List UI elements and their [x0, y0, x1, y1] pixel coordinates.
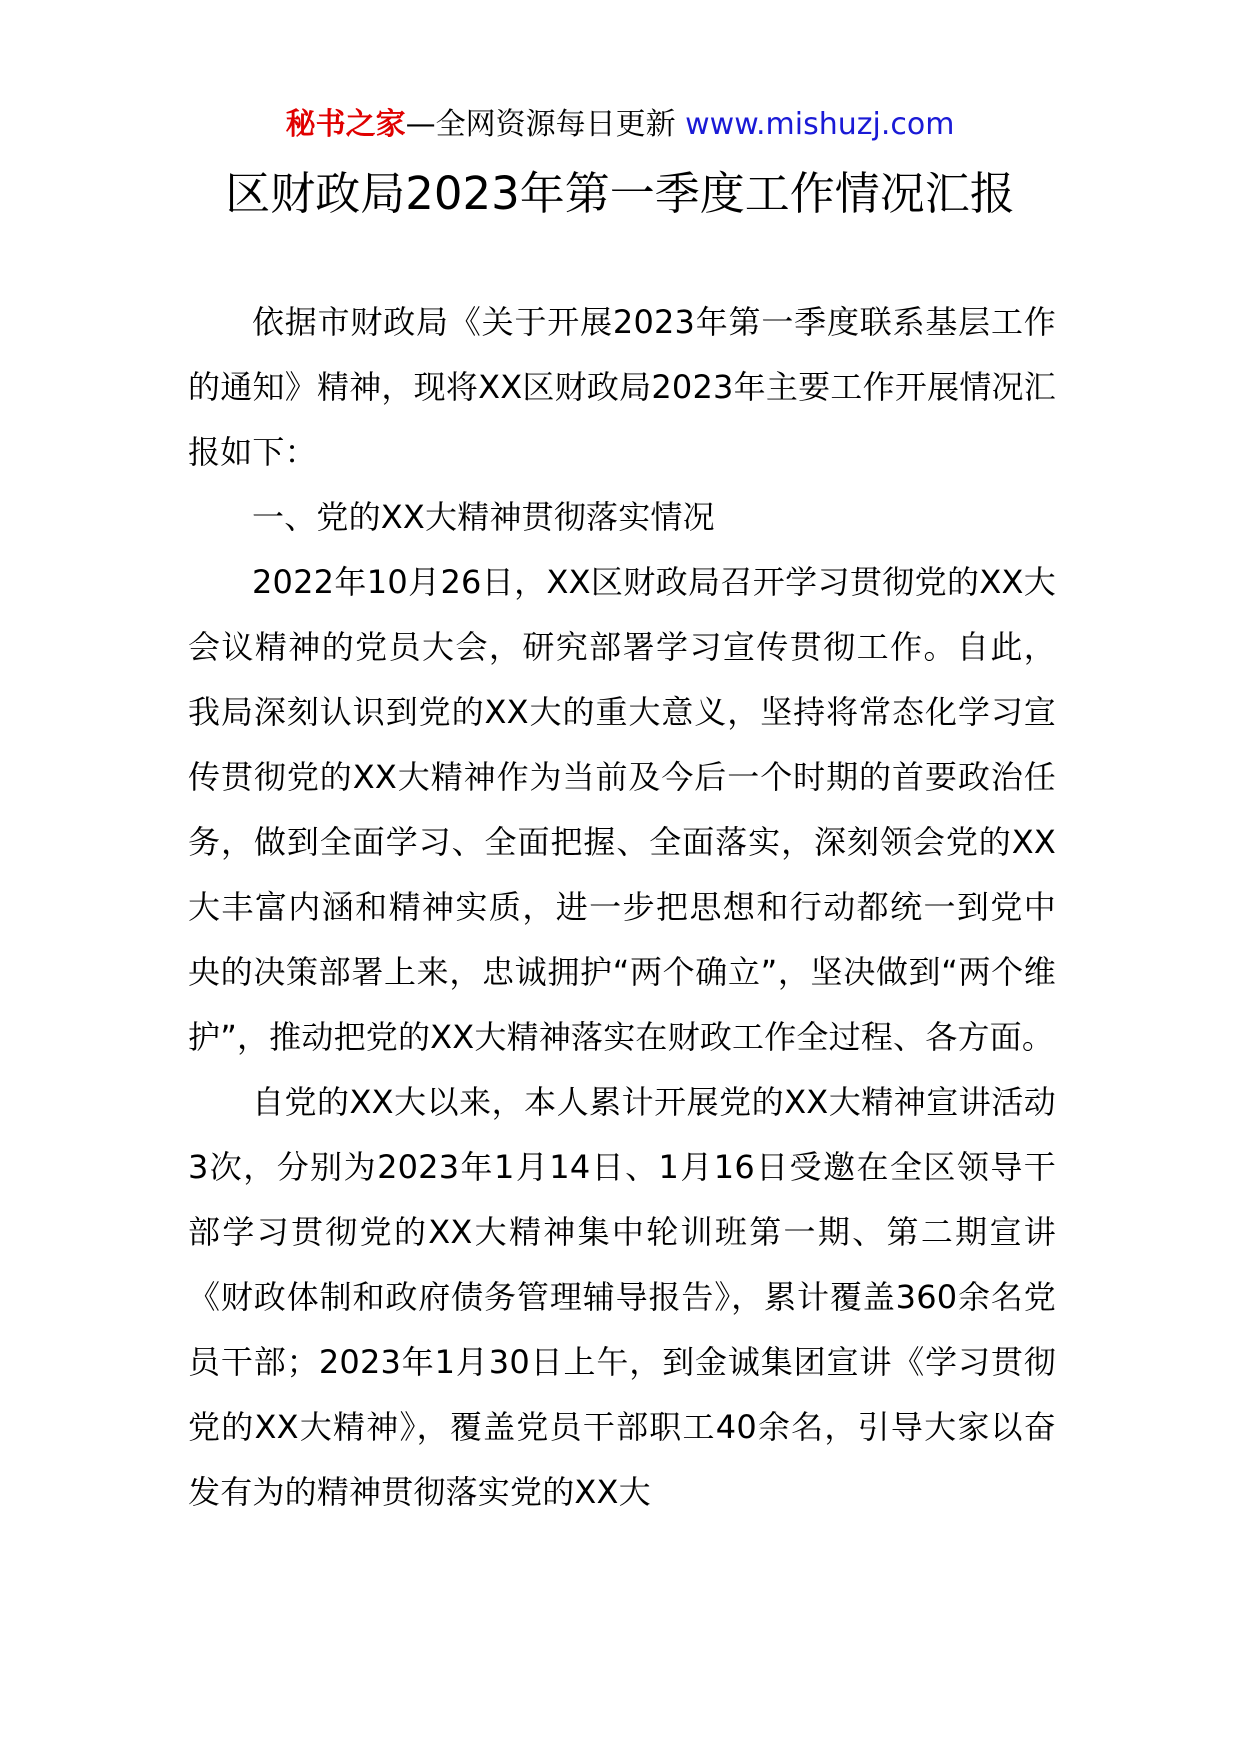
body-paragraph: 自党的XX大以来，本人累计开展党的XX大精神宣讲活动3次，分别为2023年1月14日、1月16日受邀在全区领导干部学习贯彻党的XX大精神集中轮训班第一期、第二期宣讲《财政体制和政府债务管理辅导报告》，累计覆盖360余名党员干部；2023年1月30日上午，到金诚集团宣讲《学习贯彻党的XX大精神》，覆盖党员干部职工40余名，引导大家以奋发有为的精神贯彻落实党的XX大: [188, 1083, 1056, 1511]
document-title: 区财政局2023年第一季度工作情况汇报: [225, 167, 1015, 220]
section-heading: 一、党的XX大精神贯彻落实情况: [252, 498, 715, 536]
brand-name: 秘书之家: [285, 107, 406, 142]
body-paragraph: 2022年10月26日，XX区财政局召开学习贯彻党的XX大会议精神的党员大会，研究部署学习宣传贯彻工作。自此，我局深刻认识到党的XX大的重大意义，坚持将常态化学习宣传贯彻党的XX大精神作为当前及今后一个时期的首要政治任务，做到全面学习、全面把握、全面落实，深刻领会党的XX大丰富内涵和精神实质，进一步把思想和行动都统一到党中央的决策部署上来，忠诚拥护“两个确立”，坚决做到“两个维护”，推动把党的XX大精神落实在财政工作全过程、各方面。: [188, 563, 1056, 1056]
watermark-header: [0, 100, 1240, 150]
document-body: [188, 290, 1056, 1525]
header-slogan: —全网资源每日更新: [405, 107, 676, 142]
site-url: www.mishuzj.com: [685, 107, 955, 142]
intro-paragraph: 依据市财政局《关于开展2023年第一季度联系基层工作的通知》精神，现将XX区财政局2023年主要工作开展情况汇报如下：: [188, 303, 1056, 471]
